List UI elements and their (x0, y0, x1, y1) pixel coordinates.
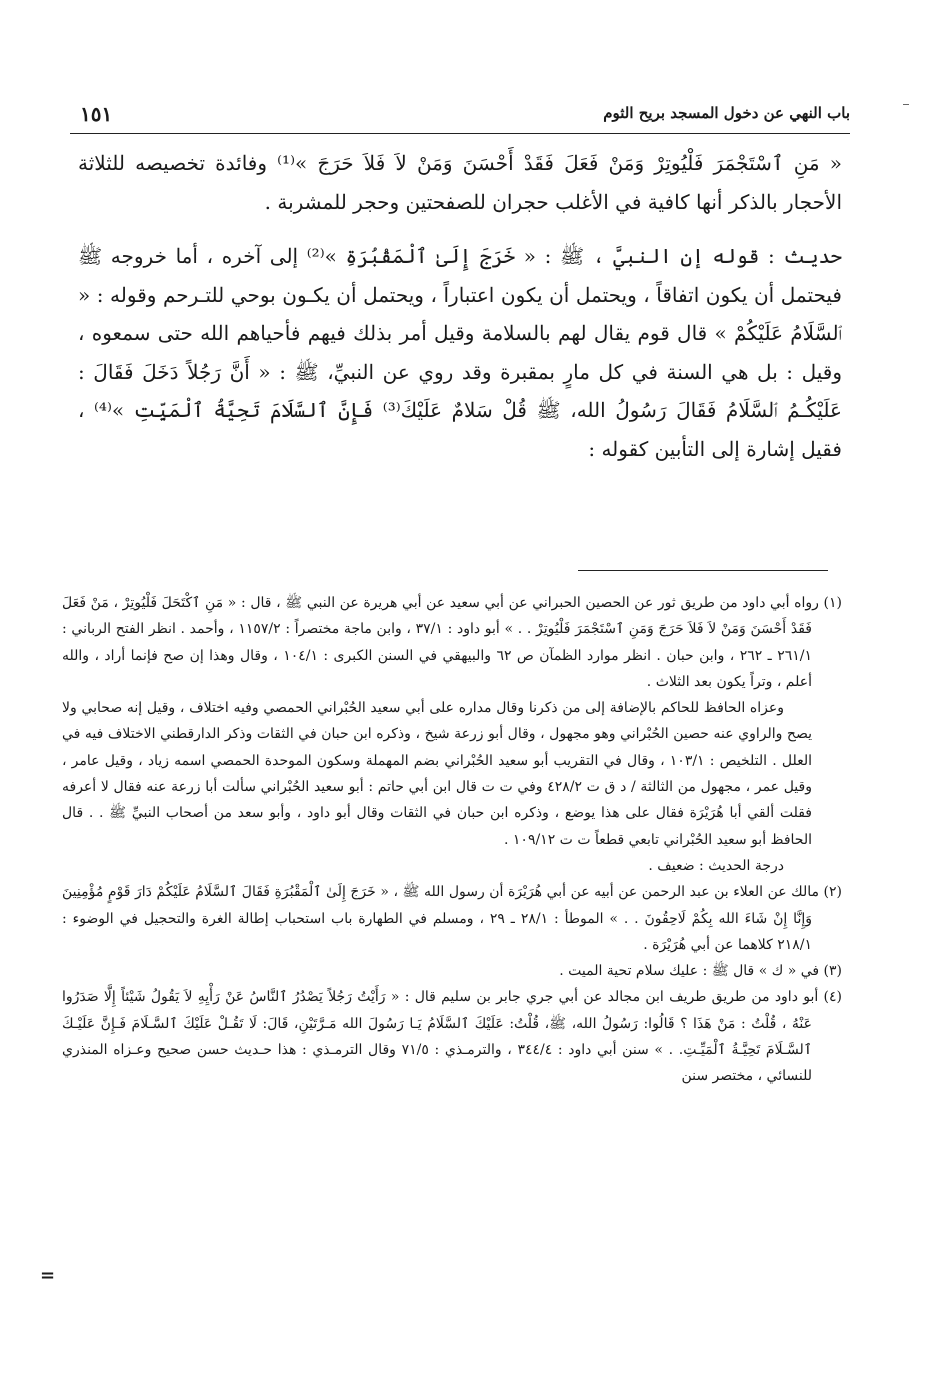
header-rule (70, 133, 850, 134)
footnote-1-continued: وعزاه الحافظ للحاكم بالإضافة إلى من ذكرنا وقال مداره على أبي سعيد الحُبْراني الحمصي وفيه اختلاف ، وقيل إنه صحابي ولا يصح والراوي عنه حصين الحُبْراني وهو مجهول ، وقال أبو زرعة شيخ ، وذكره ابن حبان في الثقات وذكر الدارقطني الاختلاف فيه في العلل . التلخيص : ١٠٣/١ ، وقال في التقريب أبو سعيد الحُبْراني بضم المهملة وسكون الموحدة الحمصي اسمه زياد ، وقيل عامر ، وقيل عمر ، مجهول من الثالثة / د ق ت ٤٢٨/٢ وفي ت ت قال ابن أبي حاتم : أبو سعيد الحُبْراني سألت أبا زرعة عنه فقال لا أعرفه فقلت ألقي أبا هُرَيْرَة فقال على هذا يوضع ، وذكره ابن حبان في الثقات وقال أبو داود ، وأبو سعد من أصحاب النبيِّ ﷺ . . قال الحافظ أبو سعيد الحُبْراني تابعي قطعاً ت ت ١٠٩/١٢ . (62, 700, 812, 848)
continuation-mark: = (40, 1265, 56, 1286)
main-text (78, 144, 842, 468)
footnotes (62, 590, 842, 1090)
main-paragraph: « مَنِ ٱسْتَجْمَرَ فَلْيُوتِرْ وَمَنْ فَعَلَ فَقَدْ أَحْسَنَ وَمَنْ لاَ فَلاَ حَرَجَ »⁽¹⁾ وفائدة تخصيصه للثلاثة الأحجار بالذكر أنها كافية في الأغلب حجران للصفحتين وحجر للمشربة . (78, 151, 843, 214)
scan-mark (903, 104, 909, 105)
running-title: باب النهي عن دخول المسجد بريح الثوم (603, 104, 850, 122)
footnote-separator (578, 570, 828, 571)
main-paragraph: حديث : قوله إن النبيَّ ، ﷺ : « خَرَجَ إِلَىٰ ٱلْمَقْبُرَةِ »⁽²⁾ إلى آخره ، أما خروجه ﷺ فيحتمل أن يكون اتفاقاً ، ويحتمل أن يكون اعتباراً ، ويحتمل أن يكـون بوحي للتـرحم وقوله : « ٱلسَّلَامُ عَلَيْكُمْ » قال قوم يقال لهم بالسلامة وقيل أمر بذلك فيهم فأحياهم الله حتى سمعوه ، وقيل : بل هي السنة في كل مارٍ بمقبرة وقد روي عن النبيِّ، ﷺ : « أَنَّ رَجُلاً دَخَلَ فَقَالَ : عَلَيْكُـمُ ٱلسَّلَامُ فَقَالَ رَسُولُ الله، ﷺ قُلْ سَلامٌ عَلَيْكَ⁽³⁾ فَإِنَّ ٱلسَّلَامَ تَحِيَّةُ ٱلْمَيِّتِ »⁽⁴⁾ ، فقيل إشارة إلى التأبين كقوله : (78, 244, 842, 461)
page-header (70, 98, 850, 132)
footnote-1: (١) رواه أبي داود من طريق ثور عن الحصين الحبراني عن أبي سعيد عن أبي هريرة عن النبي ﷺ ، قال : « مَنِ ٱكْتَحَلَ فَلْيُوتِرْ ، مَنْ فَعَلَ فَقَدْ أَحْسَنَ وَمَنْ لاَ فَلاَ حَرَجَ وَمَنِ ٱسْتَجْمَرَ فَلْيُوتِرْ . . » أبو داود : ٣٧/١ ، وابن ماجة مختصراً : ١١٥٧/٢ ، وأحمد . انظر الفتح الرباني : ٢٦١/١ ـ ٢٦٢ ، وابن حبان . انظر موارد الظمآن ص ٦٢ والبيهقي في السنن الكبرى : ١٠٤/١ ، وقال وهذا إن صح فإنما أراد ، والله أعلم ، وتراً يكون بعد الثلاث . (62, 595, 842, 690)
footnote-4: (٤) أبو داود من طريق طريف ابن مجالد عن أبي جري جابر بن سليم قال : « رَأَيْتُ رَجُلاً يَصْدُرُ ٱلنَّاسُ عَنْ رَأْيِهِ لاَ يَقُولُ شَيْئاً إِلَّا صَدَرُوا عَنْهُ ، قُلْتُ : مَنْ هَذَا ؟ قَالُوا: رَسُولُ الله، ﷺ، قُلْتُ: عَلَيْكَ ٱلسَّلَامُ يَـا رَسُولَ الله مَـرَّتَيْنِ، قَالَ: لَا تَقُـلْ عَلَيْكَ ٱلسَّـلَامَ فَـإِنَّ عَلَيْـكَ ٱلسَّـلَامَ تَحِيَّـةُ ٱلْمَيِّـتِ. . » سنن أبي داود : ٣٤٤/٤ ، والترمـذي : ٧١/٥ وقال الترمـذي : هذا حـديث حسن صحيح وعـزاه المنذري للنسائي ، مختصر سنن (62, 989, 842, 1085)
footnote-3: (٣) في « ك » قال ﷺ : عليك سلام تحية الميت . (559, 963, 842, 980)
page-number: ١٥١ (80, 102, 113, 126)
footnote-2: (٢) مالك عن العلاء بن عبد الرحمن عن أبيه عن أبي هُرَيْرَة أن رسول الله ﷺ ، « خَرَجَ إِلَىٰ ٱلْمَقْبُرَةِ فَقَالَ ٱلسَّلَامُ عَلَيْكُمْ دَارَ قَوْمٍ مُؤْمِنِينَ وَإِنَّا إِنْ شَاءَ الله بِكُمْ لَاحِقُونَ . . » الموطأ : ٢٨/١ ـ ٢٩ ، ومسلم في الطهارة باب استحباب إطالة الغرة والتحجيل في الوضوء : ٢١٨/١ كلاهما عن أبي هُرَيْرَة . (62, 884, 842, 953)
hadith-grade: درجة الحديث : ضعيف . (648, 857, 784, 874)
